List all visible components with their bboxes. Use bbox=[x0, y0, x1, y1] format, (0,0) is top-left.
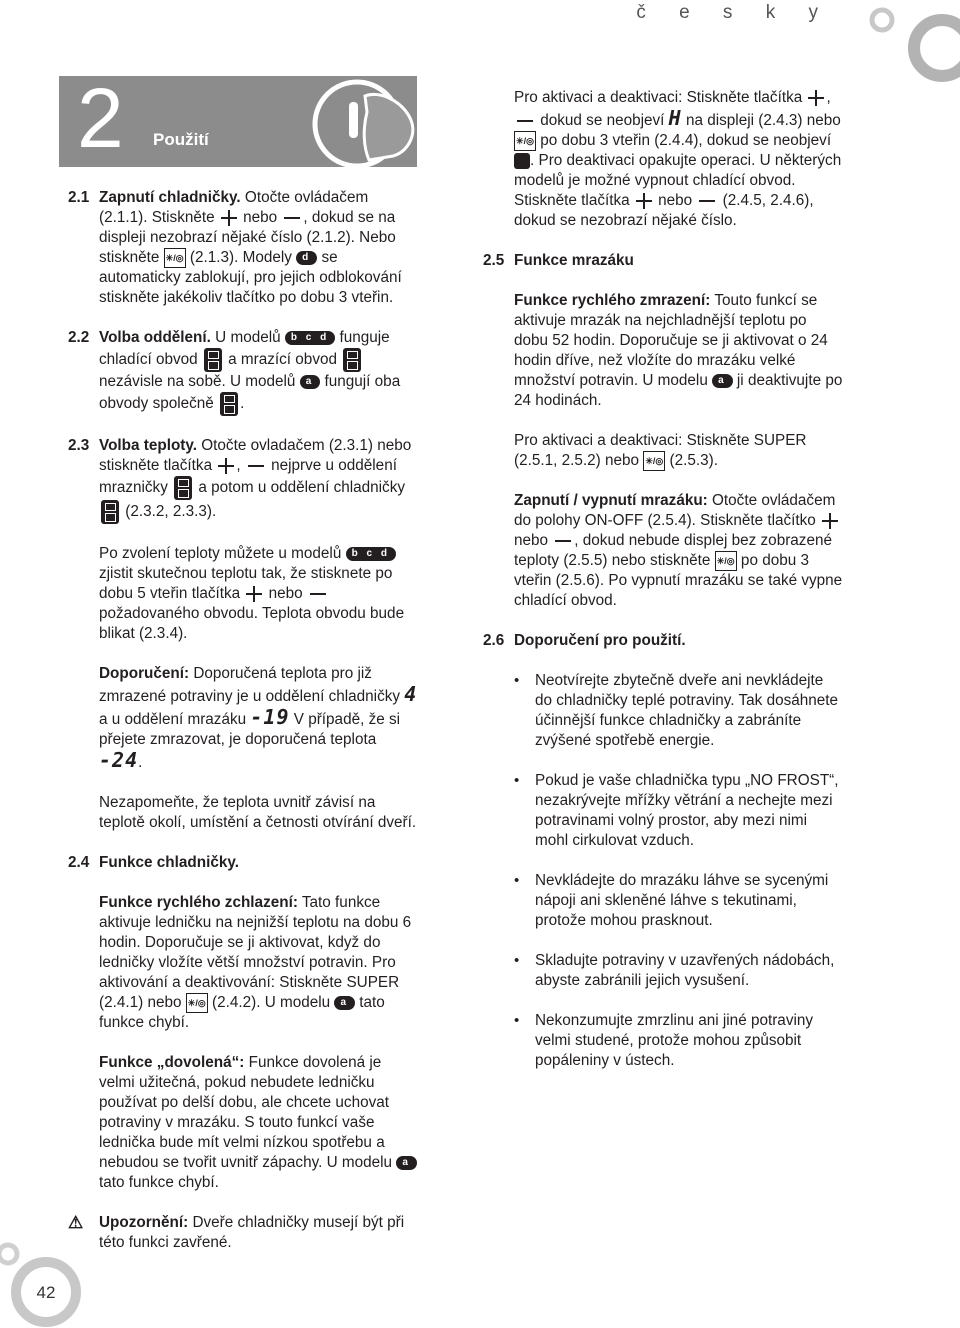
decorative-circles-top bbox=[864, 0, 960, 90]
paragraph-holiday: Funkce „dovolená“: Funkce dovolená je velmi užitečná, pokud nebudete ledničku používat po delší dobu, ale chcete uchovat potraviny v mrazáku. S touto funkcí vaše lednička bude mít velmi nízkou spotřebu a nebudou se tvořit uvnitř zápachy. U modelu a tato funkce chybí. bbox=[68, 1053, 420, 1193]
bullet-icon: • bbox=[514, 672, 520, 690]
warning-icon: ⚠ bbox=[68, 1213, 84, 1233]
plus-icon bbox=[822, 513, 838, 529]
model-a-badge: a bbox=[396, 1156, 417, 1170]
list-item: • Nekonzumujte zmrzlinu ani jiné potraviny velmi studené, protože mohou způsobit popáleniny v ústech. bbox=[514, 1012, 814, 1070]
section-number: 2.2 bbox=[68, 329, 90, 347]
paragraph-freeze-activation: Pro aktivaci a deaktivaci: Stiskněte SUPER (2.5.1, 2.5.2) nebo ✳/◎ (2.5.3). bbox=[514, 432, 807, 470]
minus-icon bbox=[284, 217, 300, 219]
plus-icon bbox=[246, 586, 262, 602]
freezer-compartment-icon bbox=[174, 476, 192, 500]
list-item: • Pokud je vaše chladnička typu „NO FROST“, nezakrývejte mřížky větrání a nechejte mezi potravinami volný prostor, aby mezi nimi mohl cirkulovat vzduch. bbox=[514, 772, 839, 850]
chapter-title: Použití bbox=[153, 130, 209, 149]
lock-icon bbox=[514, 153, 530, 169]
section-number: 2.6 bbox=[483, 632, 505, 650]
minus-icon bbox=[699, 200, 715, 202]
warning-note: ⚠ Upozornění: Dveře chladničky musejí být při této funkci zavřené. bbox=[68, 1213, 405, 1252]
bullet-icon: • bbox=[514, 772, 520, 790]
section-2-4 bbox=[68, 853, 420, 873]
minus-icon bbox=[555, 540, 571, 542]
section-number: 2.5 bbox=[483, 252, 505, 270]
language-label: č e s k y bbox=[636, 2, 832, 23]
section-title: Zapnutí chladničky. bbox=[99, 189, 241, 206]
plus-icon bbox=[221, 210, 237, 226]
chapter-number: 2 bbox=[77, 76, 124, 165]
minus-icon bbox=[310, 593, 326, 595]
plus-icon bbox=[636, 193, 652, 209]
section-title: Funkce mrazáku bbox=[514, 252, 634, 270]
paragraph-ambient-note: Nezapomeňte, že teplota uvnitř závisí na teplotě okolí, umístění a četnosti otvírání dveří. bbox=[99, 794, 417, 832]
bullet-icon: • bbox=[514, 952, 520, 970]
super-button-icon: ✳/◎ bbox=[164, 248, 186, 268]
bullet-icon: • bbox=[514, 1012, 520, 1030]
freezer-compartment-icon bbox=[343, 348, 361, 372]
section-number: 2.1 bbox=[68, 189, 90, 206]
section-title: Volba teploty. bbox=[99, 437, 198, 455]
page-number: 42 bbox=[36, 1283, 56, 1302]
section-2-3: 2.3 Volba teploty. Otočte ovladačem (2.3.1) nebo stiskněte tlačítka , nejprve u oddělení mrazničky a potom u oddělení chladničky (2.3.2, 2.3.3). bbox=[68, 436, 420, 524]
super-button-icon: ✳/◎ bbox=[514, 131, 536, 151]
paragraph-recommendation: Doporučení: Doporučená teplota pro již zmrazené potraviny je u oddělení chladničky 4 a u oddělení mrazáku -19 V případě, že si přejete zmrazovat, je doporučená teplota -24. bbox=[99, 665, 418, 773]
model-bcd-badge: b c d bbox=[346, 547, 396, 561]
combined-compartment-icon bbox=[220, 392, 238, 416]
display-digit-4: 4 bbox=[404, 682, 418, 707]
bullet-icon: • bbox=[514, 872, 520, 890]
section-2-6 bbox=[483, 631, 843, 651]
paragraph-holiday-activation: Pro aktivaci a deaktivaci: Stiskněte tlačítka , dokud se neobjeví H na displeji (2.4.3) nebo ✳/◎ po dobu 3 vteřin (2.4.4), dokud se neobjeví . Pro deaktivaci opakujte operaci. U některých modelů je možné vypnout chladící obvod. Stiskněte tlačítka nebo (2.4.5, 2.4.6), dokud se nezobrazí nějaké číslo. bbox=[514, 89, 842, 230]
display-minus-19: -19 bbox=[250, 705, 290, 730]
paragraph-quick-cool: Funkce rychlého zchlazení: Tato funkce aktivuje ledničku na nejnižší teplotu na dobu 6 hodin. Doporučuje se ji aktivovat, když do ledničky vložíte větší množství potravin. Pro aktivování a deaktivování: Stiskněte SUPER (2.4.1) nebo ✳/◎ (2.4.2). U modelu a tato funkce chybí. bbox=[99, 894, 412, 1032]
list-item: • Neotvírejte zbytečně dveře ani nevkládejte do chladničky teplé potraviny. Tak dosáhnete účinnější funkce chladničky a zabráníte zvýšené spotřebě energie. bbox=[514, 672, 839, 750]
minus-icon bbox=[248, 465, 264, 467]
fridge-compartment-icon bbox=[204, 348, 222, 372]
section-title: Doporučení pro použití. bbox=[514, 632, 686, 650]
section-2-2: 2.2 Volba oddělení. U modelů b c d funguje chladící obvod a mrazící obvod nezávisle na sobě. U modelů a fungují oba obvody společně . bbox=[68, 328, 420, 416]
plus-icon bbox=[218, 458, 234, 474]
section-2-1: 2.1 Zapnutí chladničky. Otočte ovládačem (2.1.1). Stiskněte nebo , dokud se na displeji nezobrazí nějaké číslo (2.1.2). Nebo stiskněte ✳/◎ (2.1.3). Modely d se automaticky zablokují, pro jejich odblokování stiskněte jakékoliv tlačítko po dobu 3 vteřin. bbox=[68, 189, 402, 307]
paragraph-quick-freeze: Funkce rychlého zmrazení: Touto funkcí se aktivuje mrazák na nejchladnější teplotu po dobu 52 hodin. Doporučuje se ji aktivovat o 24 hodin dříve, než vložíte do mrazáku velké množství potravin. U modelu a ji deaktivujte po 24 hodinách. bbox=[514, 292, 843, 410]
model-a-badge: a bbox=[712, 374, 733, 388]
minus-icon bbox=[517, 120, 533, 122]
model-a-badge: a bbox=[300, 375, 321, 389]
display-minus-24: -24 bbox=[99, 748, 139, 773]
section-number: 2.3 bbox=[68, 437, 90, 455]
model-bcd-badge: b c d bbox=[285, 331, 335, 345]
paragraph-actual-temperature: Po zvolení teploty můžete u modelů b c d zjistit skutečnou teplotu tak, že stisknete po dobu 5 vteřin tlačítka nebo požadovaného obvodu. Teplota obvodu bude blikat (2.3.4). bbox=[99, 545, 405, 643]
hand-pressing-button-icon bbox=[307, 76, 417, 167]
display-letter-h: H bbox=[668, 106, 682, 130]
chapter-header bbox=[59, 76, 417, 167]
super-button-icon: ✳/◎ bbox=[643, 451, 665, 471]
section-title: Funkce chladničky. bbox=[99, 854, 239, 872]
fridge-compartment-icon bbox=[101, 500, 119, 524]
super-button-icon: ✳/◎ bbox=[715, 551, 737, 571]
section-2-5 bbox=[483, 251, 843, 271]
list-item: • Skladujte potraviny v uzavřených nádobách, abyste zabránili jejich vysušení. bbox=[514, 952, 835, 990]
left-column bbox=[68, 188, 420, 1253]
model-d-badge: d bbox=[296, 251, 317, 265]
paragraph-freezer-on-off: Zapnutí / vypnutí mrazáku: Otočte ovládačem do polohy ON-OFF (2.5.4). Stiskněte tlačítko nebo , dokud nebude displej bez zobrazené teploty (2.5.5) nebo stiskněte ✳/◎ po dobu 3 vteřin (2.5.6). Po vypnutí mrazáku se také vypne chladící obvod. bbox=[514, 492, 843, 610]
section-number: 2.4 bbox=[68, 854, 90, 872]
plus-icon bbox=[808, 90, 824, 106]
section-title: Volba oddělení. bbox=[99, 329, 211, 347]
right-column bbox=[483, 88, 843, 1071]
list-item: • Nevkládejte do mrazáku láhve se sycenými nápoji ani skleněné láhve s tekutinami, protože mohou prasknout. bbox=[514, 872, 829, 930]
model-a-badge: a bbox=[334, 996, 355, 1010]
super-button-icon: ✳/◎ bbox=[186, 993, 208, 1013]
